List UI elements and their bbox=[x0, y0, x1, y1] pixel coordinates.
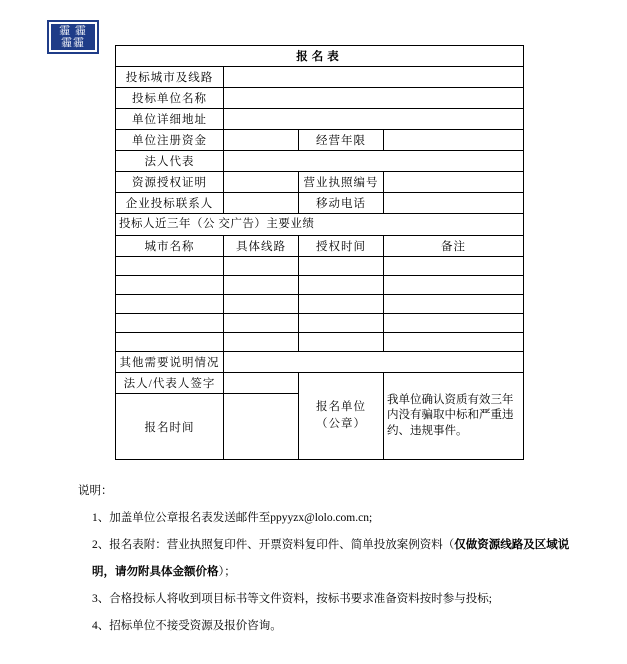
field-capital[interactable] bbox=[224, 130, 299, 151]
form-table bbox=[115, 45, 524, 460]
table-row-city-line bbox=[116, 67, 524, 88]
table-row bbox=[116, 295, 524, 314]
column-header-line: 具体线路 bbox=[224, 236, 299, 257]
table-row-performance bbox=[116, 214, 524, 236]
notes-section bbox=[78, 478, 578, 640]
note-item-2-part3: ）； bbox=[218, 566, 236, 578]
label-contact: 企业投标联系人 bbox=[116, 193, 224, 214]
note-item-3: 3、合格投标人将收到项目标书等文件资料，按标书要求准备资料按时参与投标; bbox=[92, 593, 492, 605]
label-mobile: 移动电话 bbox=[299, 193, 384, 214]
column-header-remark: 备注 bbox=[384, 236, 524, 257]
form-title: 报名表 bbox=[116, 46, 524, 67]
logo-text-line2: 霾霾 bbox=[61, 37, 85, 49]
note-item-4: 4、招标单位不接受资源及报价咨询。 bbox=[92, 620, 282, 632]
cell-auth-time[interactable] bbox=[299, 257, 384, 276]
label-legal-rep: 法人代表 bbox=[116, 151, 224, 172]
cell-line[interactable] bbox=[224, 333, 299, 352]
table-row-performance-header bbox=[116, 236, 524, 257]
label-license-no: 营业执照编号 bbox=[299, 172, 384, 193]
cell-remark[interactable] bbox=[384, 276, 524, 295]
cell-line[interactable] bbox=[224, 314, 299, 333]
declaration-text: 我单位确认资质有效三年内没有骗取中标和严重违约、违规事件。 bbox=[384, 373, 524, 460]
note-item-2-emphasis: 仅做资源线路及区域说明，请勿附具体金额价格 bbox=[92, 539, 570, 578]
cell-city[interactable] bbox=[116, 295, 224, 314]
note-item-2 bbox=[78, 532, 578, 586]
apply-unit-line2: （公章） bbox=[316, 418, 366, 430]
table-row-capital bbox=[116, 130, 524, 151]
field-resource-auth[interactable] bbox=[224, 172, 299, 193]
label-operating-years: 经营年限 bbox=[299, 130, 384, 151]
table-row-legal-rep bbox=[116, 151, 524, 172]
registration-form bbox=[115, 45, 523, 460]
label-address: 单位详细地址 bbox=[116, 109, 224, 130]
cell-line[interactable] bbox=[224, 257, 299, 276]
field-signature[interactable] bbox=[224, 373, 299, 394]
cell-auth-time[interactable] bbox=[299, 333, 384, 352]
field-apply-time[interactable] bbox=[224, 394, 299, 460]
label-other: 其他需要说明情况 bbox=[116, 352, 224, 373]
table-row bbox=[116, 314, 524, 333]
table-row bbox=[116, 257, 524, 276]
label-city-line: 投标城市及线路 bbox=[116, 67, 224, 88]
label-signature: 法人/代表人签字 bbox=[116, 373, 224, 394]
field-address[interactable] bbox=[224, 109, 524, 130]
column-header-city: 城市名称 bbox=[116, 236, 224, 257]
cell-remark[interactable] bbox=[384, 295, 524, 314]
label-performance: 投标人近三年（公 交广告）主要业绩 bbox=[116, 214, 524, 236]
logo-text-line1: 霾 霾 bbox=[59, 25, 87, 37]
field-legal-rep[interactable] bbox=[224, 151, 524, 172]
table-row-company-name bbox=[116, 88, 524, 109]
cell-line[interactable] bbox=[224, 276, 299, 295]
notes-heading: 说明： bbox=[78, 485, 113, 497]
field-license-no[interactable] bbox=[384, 172, 524, 193]
label-apply-unit bbox=[299, 373, 384, 460]
cell-remark[interactable] bbox=[384, 314, 524, 333]
table-row bbox=[116, 333, 524, 352]
field-other[interactable] bbox=[224, 352, 524, 373]
cell-city[interactable] bbox=[116, 314, 224, 333]
table-row-resource-auth bbox=[116, 172, 524, 193]
label-apply-time: 报名时间 bbox=[116, 394, 224, 460]
cell-auth-time[interactable] bbox=[299, 314, 384, 333]
table-row-title bbox=[116, 46, 524, 67]
cell-city[interactable] bbox=[116, 276, 224, 295]
table-row-address bbox=[116, 109, 524, 130]
cell-line[interactable] bbox=[224, 295, 299, 314]
field-city-line[interactable] bbox=[224, 67, 524, 88]
note-item-1: 1、加盖单位公章报名表发送邮件至ppyyzx@lolo.com.cn; bbox=[92, 512, 373, 524]
cell-remark[interactable] bbox=[384, 333, 524, 352]
field-company-name[interactable] bbox=[224, 88, 524, 109]
note-item-2-part1: 2、报名表附：营业执照复印件、开票资料复印件、简单投放案例资料（ bbox=[92, 539, 455, 551]
table-row bbox=[116, 276, 524, 295]
table-row-signature bbox=[116, 373, 524, 394]
field-operating-years[interactable] bbox=[384, 130, 524, 151]
cell-city[interactable] bbox=[116, 257, 224, 276]
label-resource-auth: 资源授权证明 bbox=[116, 172, 224, 193]
cell-remark[interactable] bbox=[384, 257, 524, 276]
logo-mark bbox=[51, 24, 95, 50]
field-contact[interactable] bbox=[224, 193, 299, 214]
column-header-auth-time: 授权时间 bbox=[299, 236, 384, 257]
cell-auth-time[interactable] bbox=[299, 295, 384, 314]
label-company-name: 投标单位名称 bbox=[116, 88, 224, 109]
apply-unit-line1: 报名单位 bbox=[316, 401, 366, 413]
company-logo bbox=[47, 20, 99, 54]
label-capital: 单位注册资金 bbox=[116, 130, 224, 151]
field-mobile[interactable] bbox=[384, 193, 524, 214]
cell-city[interactable] bbox=[116, 333, 224, 352]
cell-auth-time[interactable] bbox=[299, 276, 384, 295]
table-row-other bbox=[116, 352, 524, 373]
table-row-contact bbox=[116, 193, 524, 214]
